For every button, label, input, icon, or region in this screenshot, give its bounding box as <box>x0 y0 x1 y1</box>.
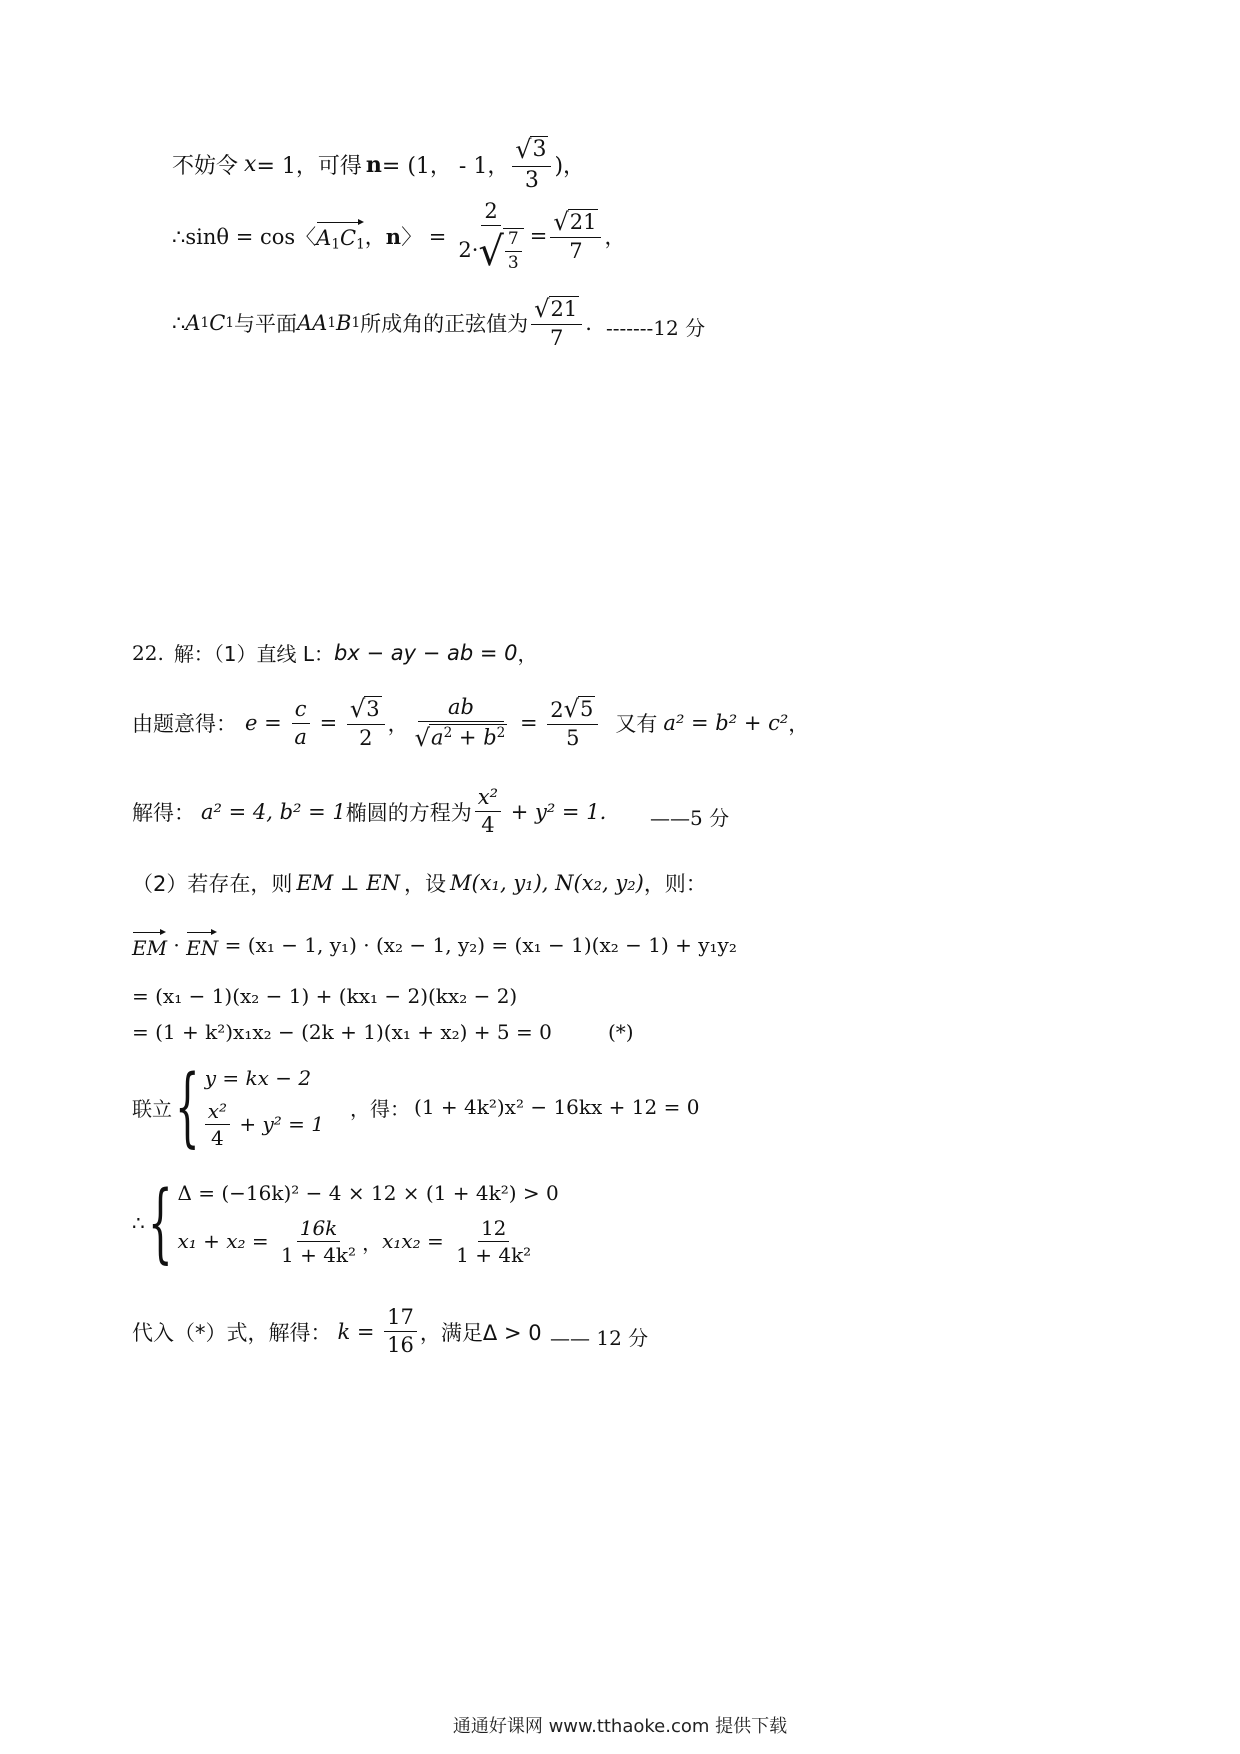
text: = <box>529 224 548 249</box>
text: )， <box>554 154 586 180</box>
q22-heading <box>132 638 538 667</box>
text: ，设 <box>404 872 447 896</box>
vector-en: EN <box>186 930 218 960</box>
text: 由题意得： <box>132 712 237 737</box>
text: ， <box>604 225 626 250</box>
vector-a1c1: $A_1C_1$ <box>316 220 365 252</box>
score-5: ——5 分 <box>650 806 730 830</box>
solution-line-normal-vector <box>172 136 585 193</box>
fraction-sqrt3-over-3: √ 3 3 <box>512 136 551 193</box>
footer-source: 通通好课网 www.tthaoke.com 提供下载 <box>452 1716 788 1737</box>
fraction-x2-over-4: $\frac{\text{x²}}{4}$ <box>475 786 501 837</box>
text: ， <box>517 642 538 666</box>
text: 不妨令 <box>172 154 239 180</box>
text: ∴ <box>172 311 186 336</box>
fraction-17-over-16: $\frac{17}{16}$ <box>384 1306 417 1357</box>
solution-line-sine <box>172 199 626 276</box>
text: 椭圆的方程为 <box>345 800 472 825</box>
vector-n: n <box>365 151 382 178</box>
relation: a² = b² + c² <box>663 711 789 736</box>
system-eq-1: y = kx − 2 <box>204 1065 312 1090</box>
fraction-c-over-a: $\frac{c}{a}$ <box>291 698 310 749</box>
text: = (1， - 1， <box>381 154 510 180</box>
fraction-cosine <box>455 199 526 276</box>
text: ，满足Δ > 0 <box>419 1320 542 1345</box>
text: ， <box>364 225 386 250</box>
q22-system <box>132 1057 700 1157</box>
text: （2）若存在，则 <box>132 872 293 896</box>
q22-solved: 解得： a² = 4, b² = 1 椭圆的方程为 $\frac{\text{x²}}{4}$ + y² = 1. <box>132 785 607 838</box>
q22-dot-product: EM · EN = (x₁ − 1, y₁) · (x₂ − 1, y₂) = (x₁ − 1)(x₂ − 1) + y₁y₂ <box>132 930 737 960</box>
text: ，则： <box>643 872 707 896</box>
radicand: 3 <box>532 137 547 162</box>
den-coef: 2· <box>458 237 479 262</box>
sqrt-7-over-3: √ $\frac{7}{3}$ <box>478 228 523 272</box>
vector-em: EM <box>132 930 167 960</box>
q22-expansion-2: = (1 + k²)x₁x₂ − (2k + 1)(x₁ + x₂) + 5 = 0 <box>132 1020 552 1044</box>
text: ，得： <box>350 1096 411 1121</box>
star-marker: (*) <box>608 1020 634 1044</box>
text: 联立 <box>132 1096 172 1121</box>
fraction-2sqrt5-over-5: 2 √ 5 5 <box>547 696 598 750</box>
text: 解得： <box>132 800 195 825</box>
q22-part2: （2）若存在，则 EM ⊥ EN ，设 M(x₁, y₁), N(x₂, y₂) ，则： <box>132 868 707 898</box>
text: = 1， <box>256 154 318 180</box>
q22-expansion-1: = (x₁ − 1)(x₂ − 1) + (kx₁ − 2)(kx₂ − 2) <box>132 984 518 1008</box>
numerator: 2 <box>481 200 500 226</box>
denominator: 3 <box>524 168 539 194</box>
left-brace: { <box>175 1057 200 1157</box>
text: 解：（1）直线 L： <box>173 642 335 666</box>
text: . <box>585 311 592 336</box>
fraction-ab-over-sqrt: ab √ $a^2 + b^2$ <box>414 695 506 752</box>
text: 与平面 <box>234 312 297 337</box>
system-eq-2: $\frac{\text{x²}}{4}$ + y² = 1 <box>205 1100 324 1149</box>
fraction-sqrt21-over-7: √ 21 7 <box>531 296 582 350</box>
text: 又有 <box>615 712 658 737</box>
score-12: -------12 分 <box>606 316 706 340</box>
discriminant: Δ = (−16k)² − 4 × 12 × (1 + 4k²) > 0 <box>177 1180 559 1205</box>
fraction-sqrt3-over-2: √ 3 2 <box>347 696 385 750</box>
solution-line-conclusion: ∴ A 1 C 1 与平面 AA 1 B 1 所成角的正弦值为 √ 21 7 . <box>172 294 592 351</box>
text: ∴sinθ = cos〈 <box>172 225 317 250</box>
vieta-formulas: x₁ + x₂ = $\frac{16k}{\text{1 + 4k²}}$ ， x₁x₂ = $\frac{12}{\text{1 + 4k²}}$ <box>177 1215 532 1267</box>
q22-vieta: ∴ { Δ = (−16k)² − 4 × 12 × (1 + 4k²) > 0 x₁ + x₂ = $\frac{16k}{\text{1 + 4k²}}$ ， x₁x₂ = $\frac{12}{\text{1 + 4k²}}$ <box>132 1173 559 1273</box>
q22-given: 由题意得： e = $\frac{c}{a}$ = √ 3 2 ， ab √ $a^2 + b^2$ = 2 √ 5 5 又有 a² = b² + c² ， <box>132 695 810 752</box>
quadratic: (1 + 4k²)x² − 16kx + 12 = 0 <box>414 1095 700 1119</box>
score-12: —— 12 分 <box>550 1326 649 1350</box>
fraction-sqrt21-over-7: √ 21 7 <box>550 209 601 263</box>
vector-n: n <box>385 223 402 249</box>
text: 代入（*）式，解得： <box>132 1320 332 1345</box>
text: 所成角的正弦值为 <box>360 312 529 337</box>
text: 〉 = <box>401 225 447 250</box>
question-number: 22. <box>132 640 164 665</box>
line-equation: bx − ay − ab = 0 <box>334 640 518 665</box>
left-brace: { <box>147 1173 173 1273</box>
q22-final: 代入（*）式，解得： k = $\frac{17}{16}$ ，满足Δ > 0 <box>132 1305 542 1358</box>
text: 可得 <box>317 154 362 180</box>
var-x: x <box>244 152 257 178</box>
